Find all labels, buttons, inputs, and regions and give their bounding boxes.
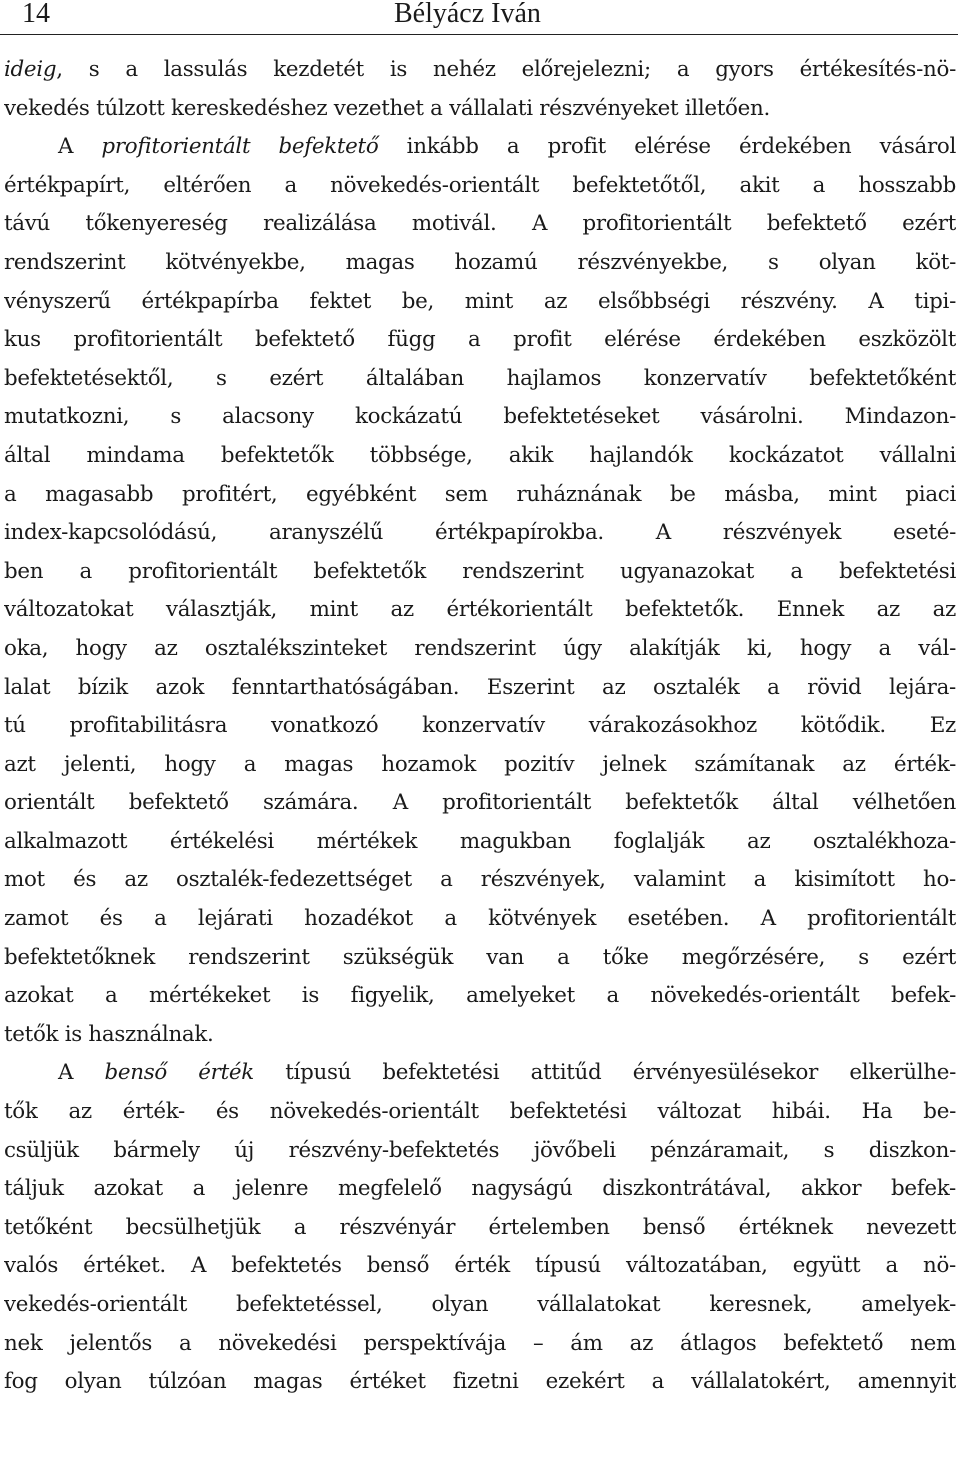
text-line: lalat bízik azok fenntarthatóságában. Eszerint az osztalék a rövid lejára- bbox=[4, 674, 956, 700]
text-line: alkalmazott értékelési mértékek magukban foglalják az osztalékhoza- bbox=[4, 828, 956, 854]
text-line: vényszerű értékpapírba fektet be, mint az elsőbbségi részvény. A tipi- bbox=[4, 288, 956, 314]
text-line: kus profitorientált befektető függ a profit elérése érdekében eszközölt bbox=[4, 327, 956, 353]
text-line: orientált befektető számára. A profitorientált befektetők által vélhetően bbox=[4, 790, 956, 816]
text-line: azt jelenti, hogy a magas hozamok pozitív jelnek számítanak az érték- bbox=[4, 751, 956, 777]
text-line: valós értéket. A befektetés benső érték típusú változatában, együtt a nö- bbox=[4, 1253, 956, 1279]
text-line: vekedés túlzott kereskedéshez vezethet a vállalati részvényeket illetően. bbox=[4, 95, 770, 121]
italic-term: benső érték bbox=[104, 1060, 254, 1086]
text-line: tú profitabilitásra vonatkozó konzervatív várakozásokhoz kötődik. Ez bbox=[4, 713, 956, 739]
text-line: rendszerint kötvényekbe, magas hozamú részvényekbe, s olyan köt- bbox=[4, 249, 956, 275]
text-line: csüljük bármely új részvény-befektetés jövőbeli pénzáramait, s diszkon- bbox=[4, 1137, 956, 1163]
text-line: A profitorientált befektető inkább a profit elérése érdekében vásárol bbox=[58, 134, 956, 160]
text-line: befektetésektől, s ezért általában hajlamos konzervatív befektetőként bbox=[4, 365, 956, 391]
text-line: mutatkozni, s alacsony kockázatú befektetéseket vásárolni. Mindazon- bbox=[4, 404, 956, 430]
text-line: zamot és a lejárati hozadékot a kötvények esetében. A profitorientált bbox=[4, 906, 956, 932]
text-line: ideig, s a lassulás kezdetét is nehéz előrejelezni; a gyors értékesítés-nö- bbox=[4, 57, 956, 82]
text-line: tetőként becsülhetjük a részvényár értelemben benső értéknek nevezett bbox=[4, 1214, 956, 1240]
body-text bbox=[4, 51, 956, 1402]
text-line: vekedés-orientált befektetéssel, olyan vállalatokat keresnek, amelyek- bbox=[4, 1292, 956, 1317]
text-line: által mindama befektetők többsége, akik hajlandók kockázatot vállalni bbox=[4, 442, 956, 468]
text-line: A benső érték típusú befektetési attitűd érvényesülésekor elkerülhe- bbox=[58, 1060, 956, 1086]
italic-term: ideig bbox=[4, 57, 57, 82]
text-line: a magasabb profitért, egyébként sem ruháznának be másba, mint piaci bbox=[4, 481, 956, 507]
text-line: befektetőknek rendszerint szükségük van a tőke megőrzésére, s ezért bbox=[4, 944, 956, 970]
running-head: Bélyácz Iván bbox=[394, 0, 541, 29]
text-line: oka, hogy az osztalékszinteket rendszerint úgy alakítják ki, hogy a vál- bbox=[4, 635, 956, 661]
text-line: mot és az osztalék-fedezettséget a részvények, valamint a kisimított ho- bbox=[4, 867, 956, 893]
text-line: változatokat választják, mint az értékorientált befektetők. Ennek az az bbox=[4, 597, 956, 623]
text-line: távú tőkenyereség realizálása motivál. A profitorientált befektető ezért bbox=[4, 211, 956, 237]
text-line: azokat a mértékeket is figyelik, amelyeket a növekedés-orientált befek- bbox=[4, 983, 956, 1009]
page-header bbox=[0, 0, 958, 35]
page-number: 14 bbox=[22, 0, 50, 29]
italic-term: profitorientált befektető bbox=[101, 134, 379, 160]
text-line: nek jelentős a növekedési perspektívája – ám az átlagos befektető nem bbox=[4, 1330, 956, 1356]
text-line: ben a profitorientált befektetők rendszerint ugyanazokat a befektetési bbox=[4, 558, 956, 584]
text-line: tetők is használnak. bbox=[4, 1021, 214, 1047]
text-line: táljuk azokat a jelenre megfelelő nagyságú diszkontrátával, akkor befek- bbox=[4, 1176, 956, 1202]
text-line: fog olyan túlzóan magas értéket fizetni ezekért a vállalatokért, amennyit bbox=[4, 1369, 956, 1395]
text-line: értékpapírt, eltérően a növekedés-orientált befektetőtől, akit a hosszabb bbox=[4, 172, 956, 198]
text-line: tők az érték- és növekedés-orientált befektetési változat hibái. Ha be- bbox=[4, 1099, 956, 1125]
text-line: index-kapcsolódású, aranyszélű értékpapírokba. A részvények eseté- bbox=[4, 520, 956, 546]
